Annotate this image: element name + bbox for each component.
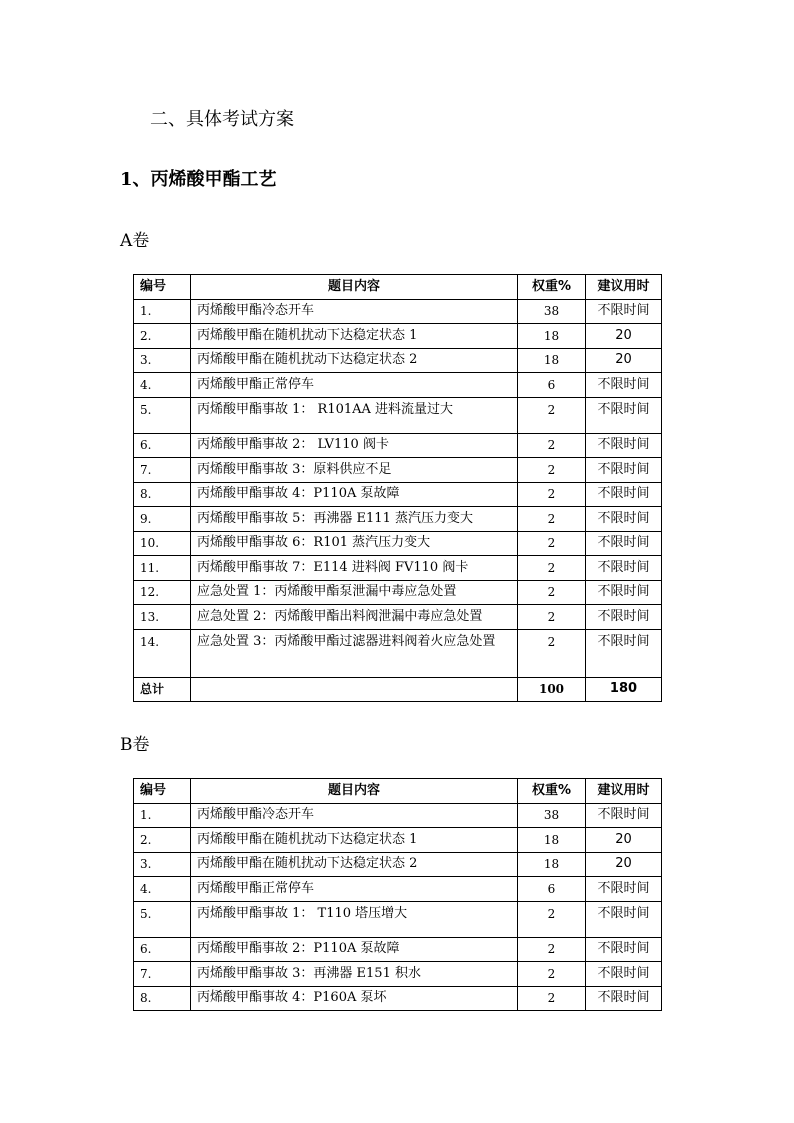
row-no: 10.	[134, 531, 191, 556]
total-time: 180	[586, 677, 662, 702]
row-title: 丙烯酸甲酯冷态开车	[191, 803, 518, 828]
row-no: 11.	[134, 556, 191, 581]
row-time: 不限时间	[586, 482, 662, 507]
row-time: 不限时间	[586, 397, 662, 433]
row-weight: 18	[518, 324, 586, 349]
total-label: 总计	[134, 677, 191, 702]
row-weight: 38	[518, 803, 586, 828]
row-title: 应急处置 1：丙烯酸甲酯泵泄漏中毒应急处置	[191, 580, 518, 605]
row-no: 4.	[134, 373, 191, 398]
row-time: 不限时间	[586, 458, 662, 483]
row-no: 2.	[134, 324, 191, 349]
table-row	[134, 397, 662, 433]
row-title: 应急处置 3：丙烯酸甲酯过滤器进料阀着火应急处置	[191, 629, 518, 677]
row-weight: 18	[518, 348, 586, 373]
total-title	[191, 677, 518, 702]
row-no: 3.	[134, 348, 191, 373]
row-time: 不限时间	[586, 629, 662, 677]
section-heading: 1、丙烯酸甲酯工艺	[120, 169, 277, 190]
row-no: 6.	[134, 433, 191, 458]
row-time: 不限时间	[586, 556, 662, 581]
row-weight: 2	[518, 556, 586, 581]
table-row	[134, 852, 662, 877]
col-header-title: 题目内容	[191, 779, 518, 804]
row-time: 不限时间	[586, 373, 662, 398]
row-title: 丙烯酸甲酯正常停车	[191, 373, 518, 398]
row-weight: 2	[518, 937, 586, 962]
row-weight: 2	[518, 531, 586, 556]
row-no: 6.	[134, 937, 191, 962]
row-title: 丙烯酸甲酯事故 5：再沸器 E111 蒸汽压力变大	[191, 507, 518, 532]
table-row	[134, 324, 662, 349]
row-no: 7.	[134, 962, 191, 987]
row-title: 丙烯酸甲酯事故 2： LV110 阀卡	[191, 433, 518, 458]
row-title: 丙烯酸甲酯事故 1： R101AA 进料流量过大	[191, 397, 518, 433]
row-title: 应急处置 2：丙烯酸甲酯出料阀泄漏中毒应急处置	[191, 605, 518, 630]
table-row	[134, 556, 662, 581]
table-row	[134, 299, 662, 324]
row-no: 13.	[134, 605, 191, 630]
table-header-row	[134, 779, 662, 804]
row-title: 丙烯酸甲酯在随机扰动下达稳定状态 1	[191, 828, 518, 853]
row-no: 1.	[134, 803, 191, 828]
table-header-row	[134, 275, 662, 300]
row-weight: 2	[518, 458, 586, 483]
row-title: 丙烯酸甲酯事故 4：P110A 泵故障	[191, 482, 518, 507]
row-title: 丙烯酸甲酯在随机扰动下达稳定状态 1	[191, 324, 518, 349]
row-title: 丙烯酸甲酯事故 6：R101 蒸汽压力变大	[191, 531, 518, 556]
row-weight: 2	[518, 901, 586, 937]
row-no: 5.	[134, 901, 191, 937]
row-title: 丙烯酸甲酯事故 2：P110A 泵故障	[191, 937, 518, 962]
row-no: 1.	[134, 299, 191, 324]
paper-b-heading: B卷	[120, 735, 150, 755]
table-row	[134, 605, 662, 630]
row-title: 丙烯酸甲酯事故 3：再沸器 E151 积水	[191, 962, 518, 987]
row-time: 不限时间	[586, 531, 662, 556]
row-weight: 18	[518, 828, 586, 853]
row-time: 20	[586, 324, 662, 349]
row-time: 不限时间	[586, 299, 662, 324]
table-row	[134, 901, 662, 937]
row-weight: 2	[518, 482, 586, 507]
page-heading: 二、具体考试方案	[150, 109, 294, 130]
row-weight: 6	[518, 373, 586, 398]
row-weight: 2	[518, 629, 586, 677]
row-title: 丙烯酸甲酯事故 7：E114 进料阀 FV110 阀卡	[191, 556, 518, 581]
table-row	[134, 803, 662, 828]
table-row	[134, 629, 662, 677]
row-title: 丙烯酸甲酯事故 1： T110 塔压增大	[191, 901, 518, 937]
row-time: 不限时间	[586, 580, 662, 605]
row-time: 不限时间	[586, 605, 662, 630]
row-time: 不限时间	[586, 901, 662, 937]
table-row	[134, 433, 662, 458]
table-row	[134, 482, 662, 507]
table-row	[134, 828, 662, 853]
row-weight: 2	[518, 507, 586, 532]
row-time: 不限时间	[586, 877, 662, 902]
col-header-time: 建议用时	[586, 779, 662, 804]
row-title: 丙烯酸甲酯在随机扰动下达稳定状态 2	[191, 348, 518, 373]
table-row	[134, 458, 662, 483]
row-title: 丙烯酸甲酯事故 4：P160A 泵坏	[191, 986, 518, 1011]
row-no: 3.	[134, 852, 191, 877]
table-row	[134, 348, 662, 373]
table-row	[134, 962, 662, 987]
table-row	[134, 937, 662, 962]
row-time: 不限时间	[586, 962, 662, 987]
row-time: 不限时间	[586, 507, 662, 532]
row-time: 不限时间	[586, 433, 662, 458]
row-weight: 18	[518, 852, 586, 877]
row-weight: 2	[518, 962, 586, 987]
row-no: 4.	[134, 877, 191, 902]
table-row	[134, 580, 662, 605]
row-no: 2.	[134, 828, 191, 853]
row-title: 丙烯酸甲酯在随机扰动下达稳定状态 2	[191, 852, 518, 877]
total-weight: 100	[518, 677, 586, 702]
row-time: 不限时间	[586, 937, 662, 962]
table-row	[134, 877, 662, 902]
row-time: 不限时间	[586, 803, 662, 828]
row-no: 9.	[134, 507, 191, 532]
paper-a-table	[133, 274, 662, 702]
table-row	[134, 986, 662, 1011]
row-weight: 6	[518, 877, 586, 902]
row-weight: 2	[518, 986, 586, 1011]
row-title: 丙烯酸甲酯冷态开车	[191, 299, 518, 324]
row-weight: 2	[518, 433, 586, 458]
row-no: 8.	[134, 986, 191, 1011]
row-time: 20	[586, 828, 662, 853]
col-header-weight: 权重%	[518, 275, 586, 300]
row-no: 8.	[134, 482, 191, 507]
row-weight: 2	[518, 580, 586, 605]
row-no: 14.	[134, 629, 191, 677]
row-weight: 2	[518, 605, 586, 630]
row-weight: 38	[518, 299, 586, 324]
col-header-no: 编号	[134, 779, 191, 804]
row-weight: 2	[518, 397, 586, 433]
row-time: 20	[586, 348, 662, 373]
table-total-row	[134, 677, 662, 702]
table-row	[134, 507, 662, 532]
paper-b-table	[133, 778, 662, 1011]
table-row	[134, 531, 662, 556]
col-header-time: 建议用时	[586, 275, 662, 300]
col-header-no: 编号	[134, 275, 191, 300]
row-title: 丙烯酸甲酯事故 3：原料供应不足	[191, 458, 518, 483]
row-no: 12.	[134, 580, 191, 605]
table-row	[134, 373, 662, 398]
row-time: 20	[586, 852, 662, 877]
col-header-title: 题目内容	[191, 275, 518, 300]
row-no: 7.	[134, 458, 191, 483]
col-header-weight: 权重%	[518, 779, 586, 804]
row-time: 不限时间	[586, 986, 662, 1011]
row-no: 5.	[134, 397, 191, 433]
row-title: 丙烯酸甲酯正常停车	[191, 877, 518, 902]
paper-a-heading: A卷	[120, 231, 150, 251]
